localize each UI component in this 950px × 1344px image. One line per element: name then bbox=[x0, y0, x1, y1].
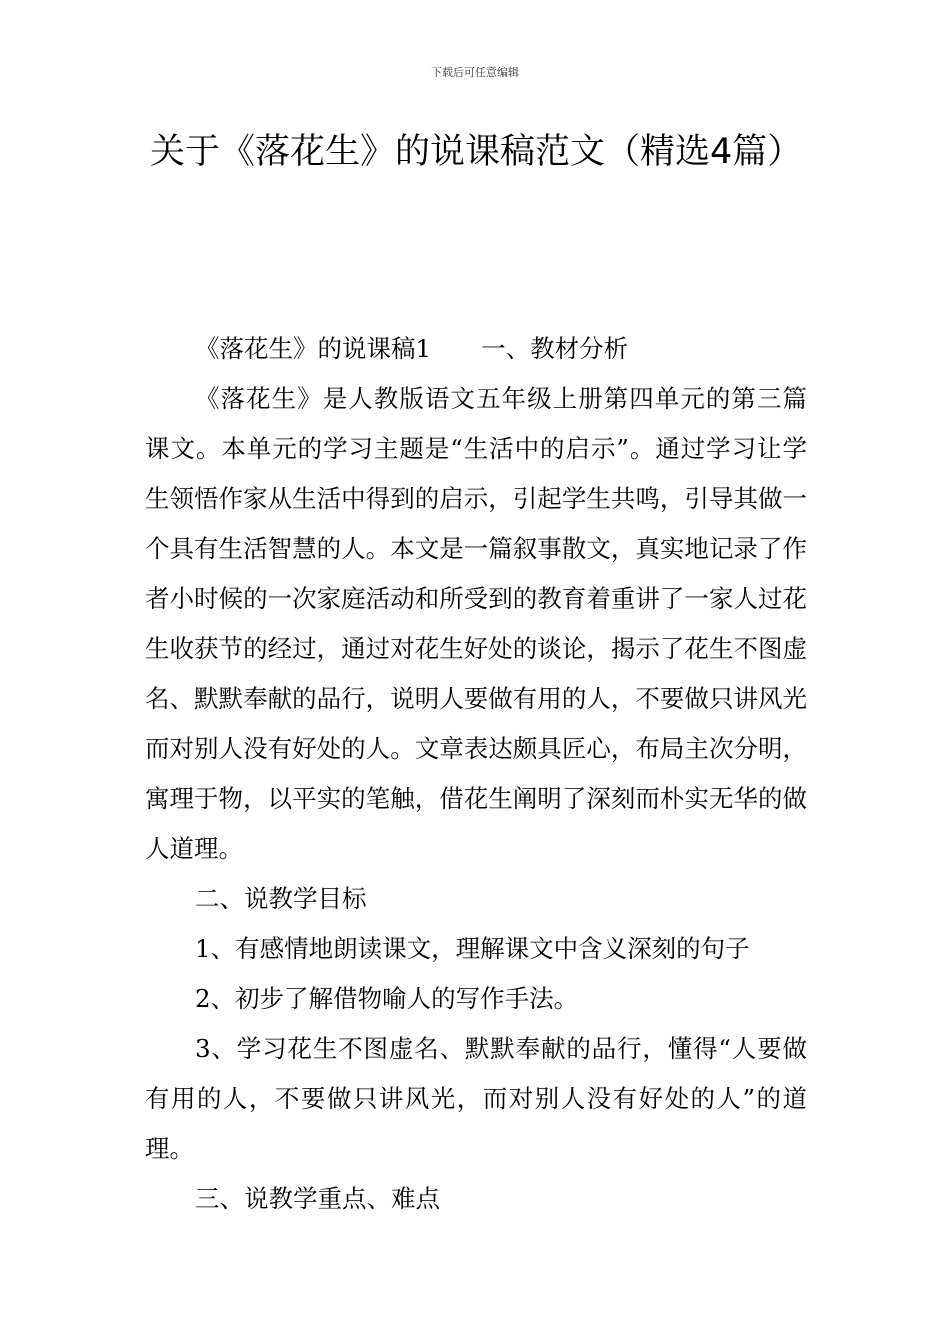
paragraph-1: 《落花生》是人教版语文五年级上册第四单元的第三篇课文。本单元的学习主题是“生活中的启示”。通过学习让学生领悟作家从生活中得到的启示，引起学生共鸣，引导其做一个具有生活智慧的人。本文是一篇叙事散文，真实地记录了作者小时候的一次家庭活动和所受到的教育着重讲了一家人过花生收获节的经过，通过对花生好处的谈论，揭示了花生不图虚名、默默奉献的品行，说明人要做有用的人，不要做只讲风光而对别人没有好处的人。文章表达颇具匠心，布局主次分明，寓理于物，以平实的笔触，借花生阐明了深刻而朴实无华的做人道理。 bbox=[145, 384, 807, 863]
document-body bbox=[145, 324, 807, 1224]
header-note: 下载后可任意编辑 bbox=[431, 66, 519, 79]
goal-1: 1、有感情地朗读课文，理解课文中含义深刻的句子 bbox=[195, 934, 750, 963]
goal-2: 2、初步了解借物喻人的写作手法。 bbox=[195, 984, 579, 1013]
document-title: 关于《落花生》的说课稿范文（精选4篇） bbox=[150, 132, 803, 172]
goal-3: 3、学习花生不图虚名、默默奉献的品行，懂得“人要做有用的人，不要做只讲风光，而对别人没有好处的人”的道理。 bbox=[145, 1034, 807, 1163]
section1-heading: 一、教材分析 bbox=[481, 334, 629, 363]
doc-label: 《落花生》的说课稿1 bbox=[195, 334, 432, 363]
section2-heading: 二、说教学目标 bbox=[195, 884, 367, 913]
intro-line bbox=[145, 324, 807, 374]
section3-heading: 三、说教学重点、难点 bbox=[195, 1184, 440, 1213]
